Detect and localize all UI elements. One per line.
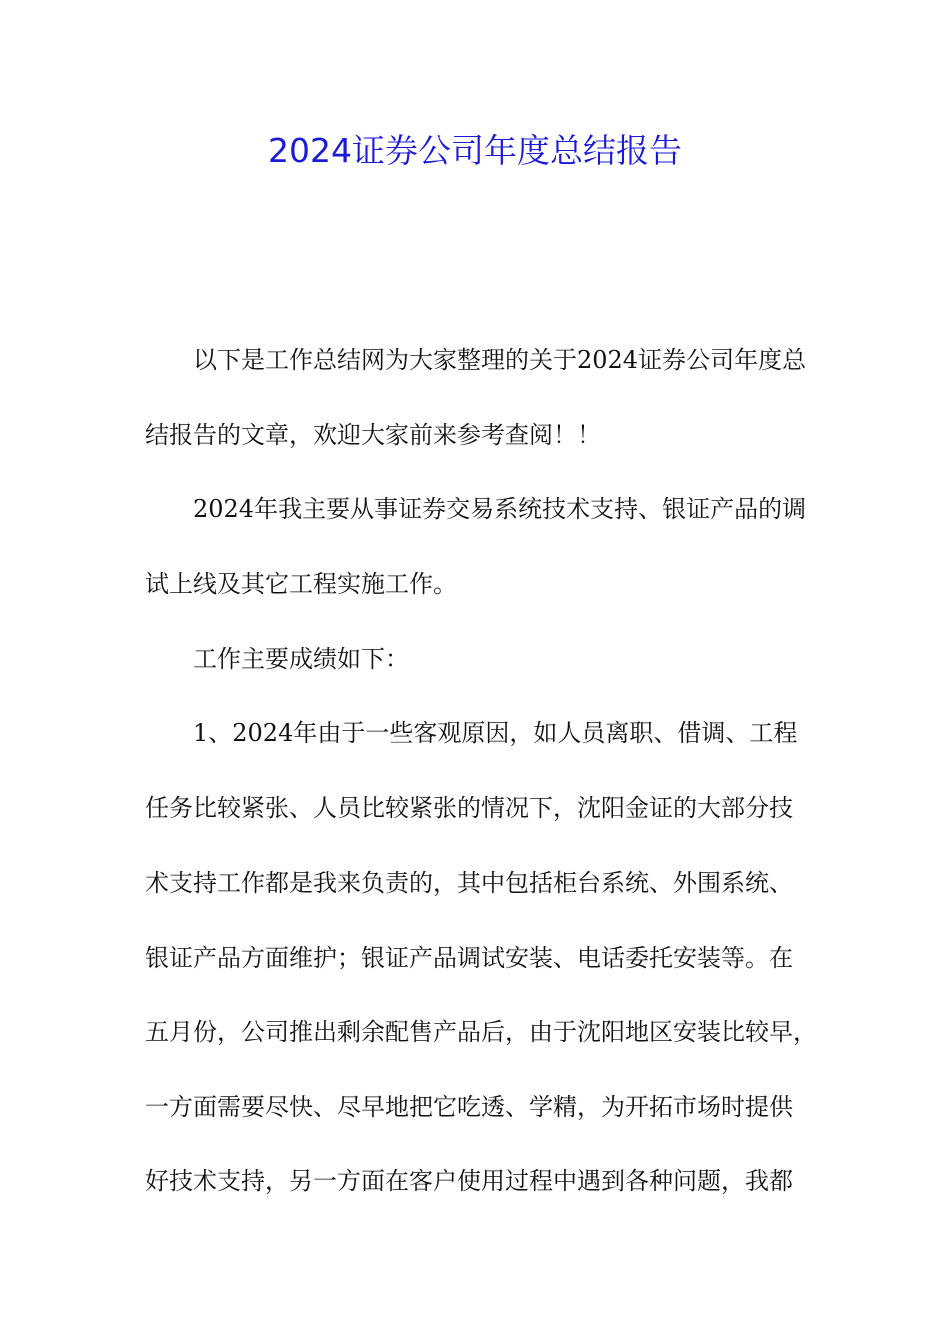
paragraph-line: 术支持工作都是我来负责的，其中包括柜台系统、外围系统、 <box>145 869 793 897</box>
document-title: 2024证券公司年度总结报告 <box>268 131 682 170</box>
paragraph-line: 银证产品方面维护；银证产品调试安装、电话委托安装等。在 <box>145 944 793 972</box>
paragraph-line: 五月份，公司推出剩余配售产品后，由于沈阳地区安装比较早， <box>145 1018 817 1046</box>
paragraph-line: 结报告的文章，欢迎大家前来参考查阅！！ <box>145 421 601 449</box>
paragraph-line: 任务比较紧张、人员比较紧张的情况下，沈阳金证的大部分技 <box>145 794 793 822</box>
paragraph-line: 试上线及其它工程实施工作。 <box>145 570 457 598</box>
paragraph-line: 以下是工作总结网为大家整理的关于2024证券公司年度总 <box>193 346 807 374</box>
paragraph-line: 2024年我主要从事证券交易系统技术支持、银证产品的调 <box>193 495 807 523</box>
paragraph-line: 好技术支持，另一方面在客户使用过程中遇到各种问题，我都 <box>145 1167 793 1195</box>
paragraph-line: 工作主要成绩如下： <box>193 645 409 673</box>
paragraph-line: 一方面需要尽快、尽早地把它吃透、学精，为开拓市场时提供 <box>145 1093 793 1121</box>
paragraph-line: 1、2024年由于一些客观原因，如人员离职、借调、工程 <box>193 719 798 747</box>
